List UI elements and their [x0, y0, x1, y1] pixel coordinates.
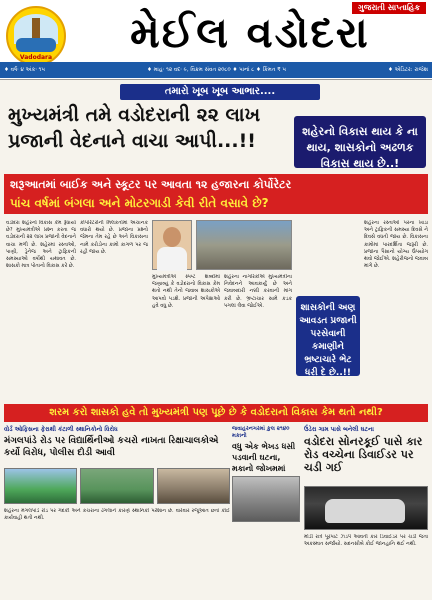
accident-car-photo	[304, 486, 428, 530]
protest-photo-3	[157, 468, 230, 504]
article-column-3: મુખ્યમંત્રીએ સ્પષ્ટ શબ્દોમાં જણાવ્યું કે વડોદરાનો વિકાસ કેમ થતો નથી તેનો જવાબ શાસકોએ આપવો પડશે. પ્રજાની અપેક્ષાઓ હવે વધુ છે.	[152, 274, 220, 309]
story-mid	[232, 426, 300, 474]
info-right: ♦ એડિટર: રાજેશ	[387, 67, 428, 73]
info-left: ♦ વર્ષઃ ૪ અંકઃ ૧૫	[4, 67, 45, 73]
story-left-kicker: વોર્ડ ઓફિસના ફેરાથી કંટાળી સ્થાનિકોનો વિરોધ	[4, 426, 118, 433]
story-mid-headline: વધુ એક ભેખડ ધસી પડવાની ઘટના, મકાનો જોખમમાં	[232, 442, 296, 473]
callout-box: શાસકોની અણ આવડત પ્રજાની પરસેવાની કમાણીને ભ્રષ્ટાચારે ભેટ ધરી દે છે..!!	[296, 296, 360, 376]
logo-text: Vadodara	[19, 54, 53, 61]
article-column-5: શહેરના રસ્તાઓ પરના ખાડા અને ટ્રાફિકની સમસ્યા દિવસે ને દિવસે વધતી જાય છે. વિકાસના કામોમાં પારદર્શિતા જરૂરી છે. પ્રજાના પૈસાનો યોગ્ય ઉપયોગ થવો જોઈએ. શહેરીજનો જવાબ માંગે છે.	[364, 220, 428, 270]
tagline: ગુજરાતી સાપ્તાહિક	[352, 2, 426, 14]
protest-photo-2	[80, 468, 153, 504]
masthead	[0, 0, 432, 80]
story-right-body: મોડી રાત્રે પૂરપાટ ઝડપે આવતી કાર ડિવાઈડર પર ચડી જતા અકસ્માત સર્જાયો. સદનસીબે કોઈ જાનહાનિ થઈ નથી.	[304, 534, 428, 548]
side-quote-box: શહેરનો વિકાસ થાય કે ના થાય, શાસકોનો અઢળક વિકાસ થાય છે..!	[294, 116, 426, 168]
banner-line-2: પાંચ વર્ષમાં બંગલા અને મોટરગાડી કેવી રીતે વસાવે છે?	[10, 196, 269, 210]
story-right-kicker: ઉંડેરા ગામ પાસે બનેલી ઘટના	[304, 426, 374, 433]
info-center: ♦ માહઃ ૧૨ વદઃ ૯, વિક્રમ સંવત ૨૦૮૦ ♦ પાનાં ૮ ♦ કિંમત ₹ ૫	[146, 67, 286, 73]
newspaper-logo	[6, 6, 66, 66]
story-mid-kicker: જવાહરનગરમાં કુલ ૨૧૪૦ મકાનો	[232, 426, 290, 439]
red-banner	[4, 174, 428, 214]
lead-headline: મુખ્યમંત્રી તમે વડોદરાની ૨૨ લાખ પ્રજાની વેદનાને વાચા આપી...!!	[8, 104, 261, 152]
chief-minister-photo	[152, 220, 192, 270]
red-headline-strip: શરમ કરો શાસકો હવે તો મુખ્યમંત્રી પણ પૂછે છે કે વડોદરાનો વિકાસ કેમ થતો નથી?	[4, 404, 428, 422]
article-column-2: કોર્પોરેટરોની મિલકતોમાં અચાનક વધારો થયો છે. પ્રજાના પ્રશ્નો જેમના તેમ રહે છે અને વિકાસના નામે કરોડોના કામો કાગળ પર જ રહી જાય છે.	[80, 220, 148, 255]
photo-head	[163, 227, 181, 247]
article-column-1: વડોદરા શહેરનો વિકાસ કેમ રૂંધાયો છે? મુખ્યમંત્રીએ પ્રશ્ન કરતા જ વડોદરાની ૨૨ લાખ પ્રજાની વેદનાને વાચા મળી છે. શહેરમાં રસ્તાઓ, પાણી, ડ્રેનેજ અને ટ્રાફિકની સમસ્યાઓ વર્ષોથી યથાવત છે. શાસકો માત્ર પોતાનો વિકાસ કરે છે.	[6, 220, 76, 270]
photo-body	[157, 247, 187, 271]
info-bar	[0, 62, 432, 78]
banner-line-1: શરૂઆતમાં બાઈક અને સ્કૂટર પર આવતા ૧૨ હજારના કોર્પોરેટર	[10, 178, 292, 191]
story-left	[4, 426, 230, 459]
story-right-headline: વડોદરા સોનરકૂઈ પાસે કાર રોડ વચ્ચેના ડિવાઈડર પર ચડી ગઈ	[304, 435, 423, 474]
logo-people-icon	[16, 38, 56, 52]
newspaper-title: મેઈલ વડોદરા	[130, 8, 370, 57]
city-road-photo	[196, 220, 292, 270]
story-mid-photo	[232, 476, 300, 522]
story-left-body: શહેરના મંગલપાંડે રોડ પર ગંદકી અને કચરાના ઢગલાને કારણે સ્થાનિકો પરેશાન છે. વારંવાર રજૂઆત છતાં કોઈ કાર્યવાહી થતી નથી.	[4, 508, 230, 522]
story-left-headline: મંગલપાંડે રોડ પર વિદ્યાર્થિનીઓ કચરો નાખતા રિક્ષાચાલકોએ કર્યો વિરોધ, પોલીસ દોડી આવી	[4, 436, 219, 458]
story-left-photos	[4, 468, 230, 504]
article-column-4: શહેરના નાગરિકોએ મુખ્યમંત્રીના નિવેદનને આવકાર્યું છે અને જવાબદારી નક્કી કરવાની માંગ કરી છે. ભ્રષ્ટાચાર સામે કડક પગલાં લેવા જોઈએ.	[224, 274, 292, 309]
car-icon	[325, 499, 405, 523]
lead-kicker: તમારો ખૂબ ખૂબ આભાર....	[120, 84, 320, 100]
story-right	[304, 426, 428, 474]
protest-photo-1	[4, 468, 77, 504]
